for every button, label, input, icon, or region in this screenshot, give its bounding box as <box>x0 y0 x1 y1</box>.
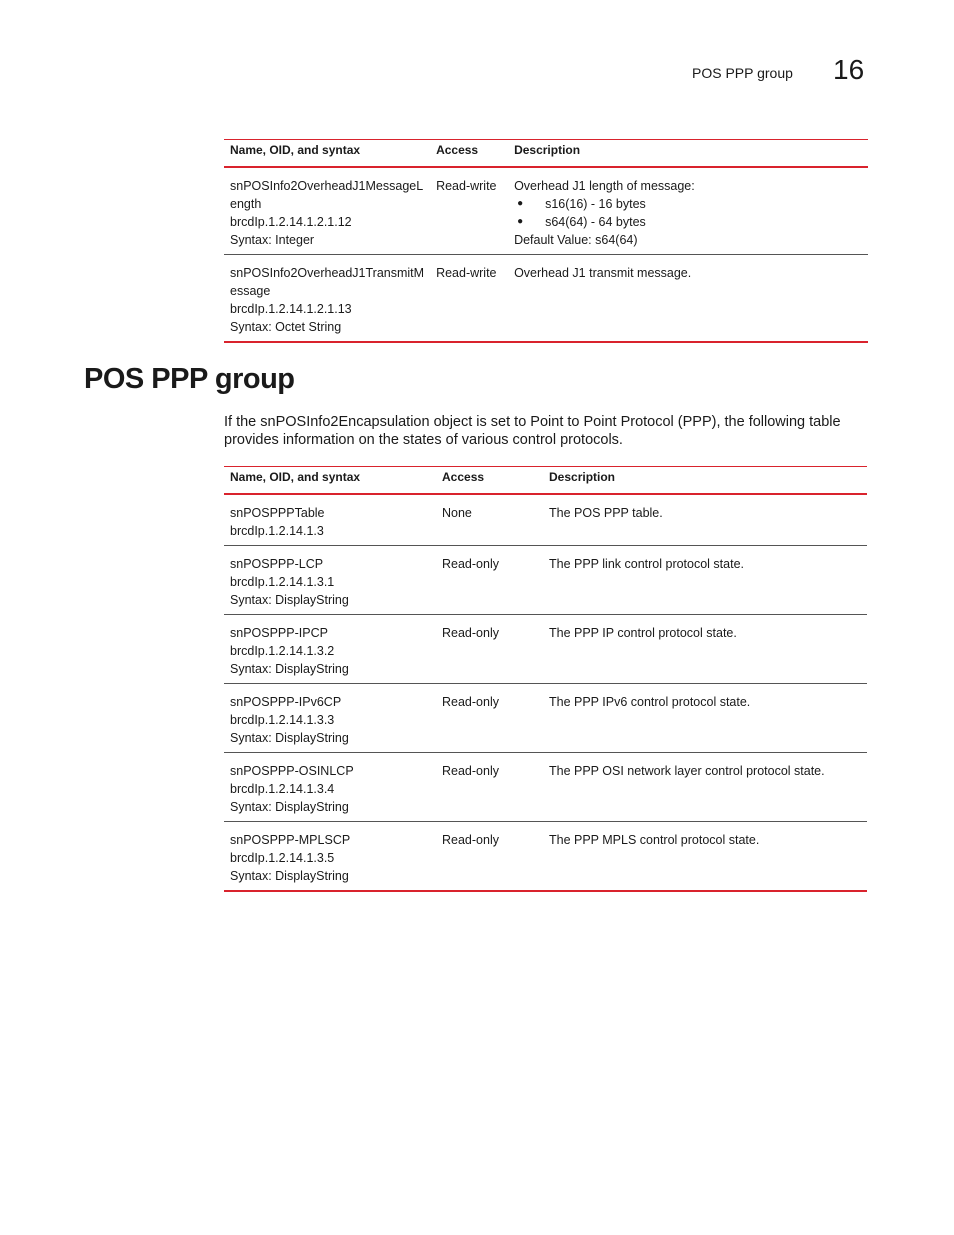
object-oid: brcdIp.1.2.14.1.2.1.12 <box>230 215 352 229</box>
table-row <box>224 753 867 822</box>
object-syntax: Syntax: DisplayString <box>230 662 349 676</box>
default-value: Default Value: s64(64) <box>514 233 638 247</box>
description-cell: The PPP IPv6 control protocol state. <box>543 684 867 753</box>
object-name: snPOSPPPTable <box>230 506 325 520</box>
list-item: ● s64(64) - 64 bytes <box>514 213 862 231</box>
section-intro: If the snPOSInfo2Encapsulation object is set to Point to Point Protocol (PPP), the following table provides information on the states of various control protocols. <box>224 414 841 448</box>
description-cell: The POS PPP table. <box>549 506 663 520</box>
snmp-table-pos-ppp <box>224 466 867 892</box>
snmp-table-overhead-j1 <box>224 139 868 343</box>
object-oid: brcdIp.1.2.14.1.3.3 <box>230 713 335 727</box>
description-cell: The PPP OSI network layer control protocol state. <box>543 753 867 822</box>
object-name: snPOSPPP-LCP <box>230 557 324 571</box>
table-row <box>224 167 868 255</box>
object-syntax: Syntax: DisplayString <box>230 593 349 607</box>
object-cell <box>224 684 436 753</box>
access-cell: None <box>442 506 472 520</box>
description-cell: The PPP IP control protocol state. <box>543 615 867 684</box>
access-cell: Read-only <box>436 753 543 822</box>
column-header-name: Name, OID, and syntax <box>224 467 436 495</box>
object-syntax: Syntax: Integer <box>230 233 315 247</box>
object-syntax: Syntax: DisplayString <box>230 869 349 883</box>
object-oid: brcdIp.1.2.14.1.3 <box>230 524 324 538</box>
object-cell <box>224 167 430 255</box>
object-syntax: Syntax: DisplayString <box>230 800 349 814</box>
table-row <box>224 546 867 615</box>
object-syntax: Syntax: Octet String <box>230 320 342 334</box>
object-oid: brcdIp.1.2.14.1.3.2 <box>230 644 335 658</box>
object-name: snPOSInfo2OverheadJ1TransmitM essage <box>230 266 425 298</box>
access-cell: Read-only <box>436 546 543 615</box>
access-cell: Read-only <box>436 822 543 892</box>
column-header-access: Access <box>430 140 508 168</box>
running-header-section: POS PPP group <box>692 65 793 81</box>
table-row <box>224 494 867 546</box>
access-cell: Read-only <box>436 684 543 753</box>
column-header-description: Description <box>543 467 867 495</box>
access-cell: Read-write <box>430 255 508 343</box>
value-list <box>514 195 862 231</box>
table-row <box>224 684 867 753</box>
column-header-access: Access <box>436 467 543 495</box>
table-header-row <box>224 467 867 495</box>
object-name: snPOSPPP-IPCP <box>230 626 328 640</box>
object-cell <box>224 546 436 615</box>
object-name: snPOSInfo2OverheadJ1MessageL ength <box>230 179 424 211</box>
object-oid: brcdIp.1.2.14.1.3.5 <box>230 851 335 865</box>
description-cell <box>508 167 868 255</box>
table-header-row <box>224 140 868 168</box>
description-cell: Overhead J1 transmit message. <box>508 255 868 343</box>
description-text: Overhead J1 length of message: <box>514 179 695 193</box>
object-cell <box>224 615 436 684</box>
section-title: POS PPP group <box>84 363 295 395</box>
table-row <box>224 615 867 684</box>
object-oid: brcdIp.1.2.14.1.2.1.13 <box>230 302 352 316</box>
list-item: ● s16(16) - 16 bytes <box>514 195 862 213</box>
column-header-name: Name, OID, and syntax <box>224 140 430 168</box>
access-cell: Read-only <box>436 615 543 684</box>
description-cell: The PPP link control protocol state. <box>543 546 867 615</box>
object-oid: brcdIp.1.2.14.1.3.4 <box>230 782 335 796</box>
object-cell <box>224 753 436 822</box>
chapter-number: 16 <box>833 54 865 85</box>
object-cell <box>224 255 430 343</box>
object-name: snPOSPPP-IPv6CP <box>230 695 342 709</box>
object-cell <box>224 494 436 546</box>
column-header-description: Description <box>508 140 868 168</box>
object-oid: brcdIp.1.2.14.1.3.1 <box>230 575 335 589</box>
description-cell: The PPP MPLS control protocol state. <box>543 822 867 892</box>
table-row <box>224 822 867 892</box>
access-cell: Read-write <box>436 179 497 193</box>
object-cell <box>224 822 436 892</box>
table-row <box>224 255 868 343</box>
object-name: snPOSPPP-MPLSCP <box>230 833 351 847</box>
object-syntax: Syntax: DisplayString <box>230 731 349 745</box>
object-name: snPOSPPP-OSINLCP <box>230 764 354 778</box>
